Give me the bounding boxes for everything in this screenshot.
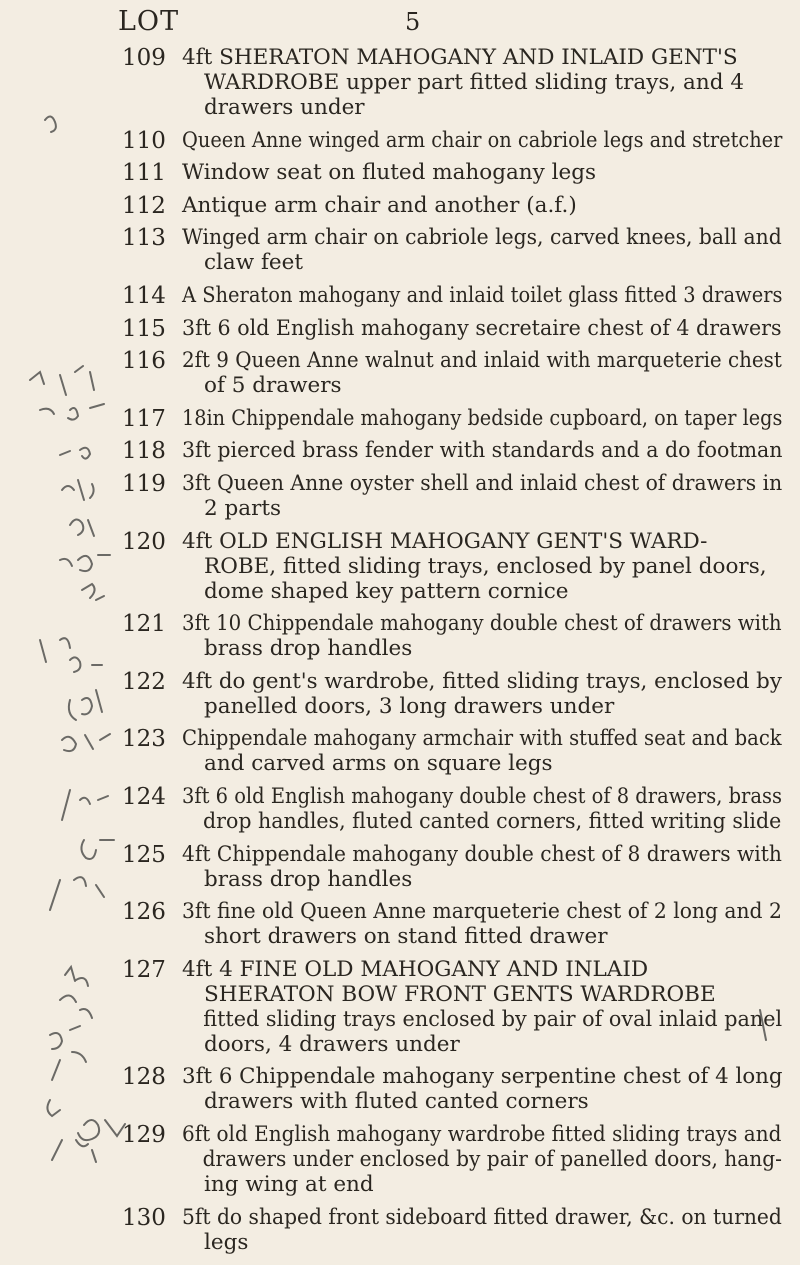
lot-description: [182, 283, 783, 308]
lot-number: 117: [122, 405, 166, 432]
description-line: 5ft do shaped front sideboard fitted drawer, &c. on turned: [182, 1204, 782, 1230]
lot-description: [182, 899, 782, 950]
pencil-mark: [40, 404, 104, 420]
description-line: 18in Chippendale mahogany bedside cupboard, on taper legs: [182, 405, 783, 431]
description-line: A Sheraton mahogany and inlaid toilet glass fitted 3 drawers: [182, 283, 783, 308]
pencil-mark: [81, 840, 114, 859]
lot-number: 114: [122, 283, 166, 309]
description-line: Antique arm chair and another (a.f.): [182, 192, 577, 218]
description-line: panelled doors, 3 long drawers under: [204, 693, 615, 719]
pencil-mark: [52, 1052, 86, 1080]
lot-column-heading: LOT: [118, 6, 180, 37]
lot-number: 127: [122, 956, 166, 983]
lot-number: 118: [122, 438, 166, 465]
pencil-mark: [60, 555, 110, 571]
lot-number: 111: [122, 160, 166, 187]
description-line: 4ft do gent's wardrobe, fitted sliding trays, enclosed by: [182, 668, 782, 694]
pencil-mark: [82, 584, 104, 600]
lot-description: [182, 1064, 783, 1115]
description-line: brass drop handles: [204, 866, 413, 892]
lot-description: [182, 160, 772, 185]
lot-description: [182, 529, 772, 604]
description-line: ing wing at end: [204, 1172, 374, 1197]
description-line: 4ft OLD ENGLISH MAHOGANY GENT'S WARD-: [182, 528, 708, 554]
description-line: drawers under: [204, 95, 365, 120]
pencil-mark: [78, 1120, 125, 1140]
description-line: short drawers on stand fitted drawer: [204, 924, 608, 950]
description-line: ROBE, fitted sliding trays, enclosed by panel doors,: [204, 553, 767, 579]
description-line: drawers under enclosed by pair of panelled doors, hang-: [202, 1147, 782, 1172]
lot-number: 125: [122, 841, 166, 868]
pencil-mark: [62, 480, 94, 500]
description-line: Winged arm chair on cabriole legs, carved knees, ball and: [182, 225, 782, 251]
pencil-mark: [30, 366, 94, 395]
lot-number: 123: [122, 726, 166, 753]
description-line: doors, 4 drawers under: [204, 1031, 460, 1057]
lot-number: 113: [122, 225, 166, 252]
description-line: WARDROBE upper part fitted sliding trays, and 4: [204, 70, 744, 95]
lot-description: [182, 315, 782, 341]
lot-description: [182, 348, 782, 399]
pencil-mark: [60, 995, 92, 1018]
lot-description: [182, 45, 772, 120]
description-line: 4ft 4 FINE OLD MAHOGANY AND INLAID: [182, 956, 649, 982]
pencil-mark: [50, 877, 104, 910]
description-line: drop handles, fluted canted corners, fitted writing slide: [203, 809, 782, 834]
pencil-mark: [52, 1140, 96, 1162]
description-line: 3ft Queen Anne oyster shell and inlaid chest of drawers in: [182, 471, 783, 496]
page-number: 5: [405, 8, 421, 36]
lot-description: [182, 1204, 782, 1255]
description-line: 2 parts: [204, 496, 282, 521]
description-line: 3ft pierced brass fender with standards and a do footman: [182, 438, 783, 464]
description-line: 4ft Chippendale mahogany double chest of 8 drawers with: [182, 841, 782, 867]
lot-description: [182, 193, 772, 218]
pencil-mark: [70, 519, 94, 536]
lot-number: 122: [122, 668, 166, 695]
lot-number: 129: [122, 1122, 166, 1148]
description-line: 2ft 9 Queen Anne walnut and inlaid with marqueterie chest: [182, 348, 782, 374]
lot-number: 121: [122, 611, 166, 638]
lot-number: 120: [122, 528, 166, 555]
description-line: SHERATON BOW FRONT GENTS WARDROBE: [204, 981, 716, 1007]
lot-description: [182, 956, 783, 1057]
description-line: Chippendale mahogany armchair with stuffed seat and back: [182, 726, 782, 752]
description-line: and carved arms on square legs: [204, 751, 553, 777]
lot-description: [182, 726, 782, 777]
description-line: 3ft 6 Chippendale mahogany serpentine chest of 4 long: [182, 1064, 783, 1090]
lot-number: 112: [122, 192, 166, 219]
lot-description: [182, 611, 782, 662]
pencil-mark: [45, 116, 56, 132]
description-line: Queen Anne winged arm chair on cabriole legs and stretcher: [182, 127, 783, 153]
lot-number: 119: [122, 471, 166, 497]
lot-description: [182, 438, 783, 464]
lot-number: 116: [122, 348, 166, 375]
pencil-mark: [47, 1100, 60, 1116]
description-line: dome shaped key pattern cornice: [204, 578, 569, 604]
lot-number: 109: [122, 45, 166, 71]
pencil-mark: [62, 790, 108, 820]
lot-number: 124: [122, 784, 166, 810]
lot-number: 128: [122, 1064, 166, 1091]
description-line: 4ft SHERATON MAHOGANY AND INLAID GENT'S: [182, 45, 738, 70]
description-line: 6ft old English mahogany wardrobe fitted sliding trays and: [182, 1122, 782, 1147]
description-line: fitted sliding trays enclosed by pair of oval inlaid panel: [203, 1006, 783, 1032]
pencil-mark: [70, 657, 102, 672]
description-line: 3ft 6 old English mahogany secretaire chest of 4 drawers: [182, 315, 782, 341]
pencil-mark: [69, 690, 102, 720]
lot-description: [182, 225, 782, 276]
description-line: of 5 drawers: [204, 373, 342, 399]
lot-number: 115: [122, 315, 166, 342]
lot-number: 126: [122, 899, 166, 926]
lot-number: 130: [122, 1204, 166, 1231]
description-line: 3ft fine old Queen Anne marqueterie chest of 2 long and 2: [182, 899, 782, 925]
pencil-mark: [60, 448, 90, 459]
pencil-mark: [40, 638, 70, 662]
lot-description: [182, 841, 782, 892]
pencil-mark: [50, 1026, 80, 1049]
lot-description: [182, 1122, 782, 1197]
lot-description: [182, 784, 782, 834]
page-header: [0, 6, 800, 46]
lot-description: [182, 127, 783, 153]
lot-number: 110: [122, 127, 166, 154]
description-line: claw feet: [204, 250, 304, 276]
description-line: Window seat on fluted mahogany legs: [182, 160, 597, 186]
description-line: drawers with fluted canted corners: [204, 1089, 589, 1115]
pencil-mark: [62, 734, 110, 751]
description-line: legs: [204, 1229, 249, 1255]
lot-description: [182, 405, 783, 431]
lot-description: [182, 471, 783, 521]
description-line: 3ft 10 Chippendale mahogany double chest of drawers with: [182, 611, 782, 637]
pencil-mark: [65, 967, 88, 986]
description-line: 3ft 6 old English mahogany double chest of 8 drawers, brass: [182, 784, 782, 809]
description-line: brass drop handles: [204, 636, 413, 662]
lot-description: [182, 668, 782, 719]
